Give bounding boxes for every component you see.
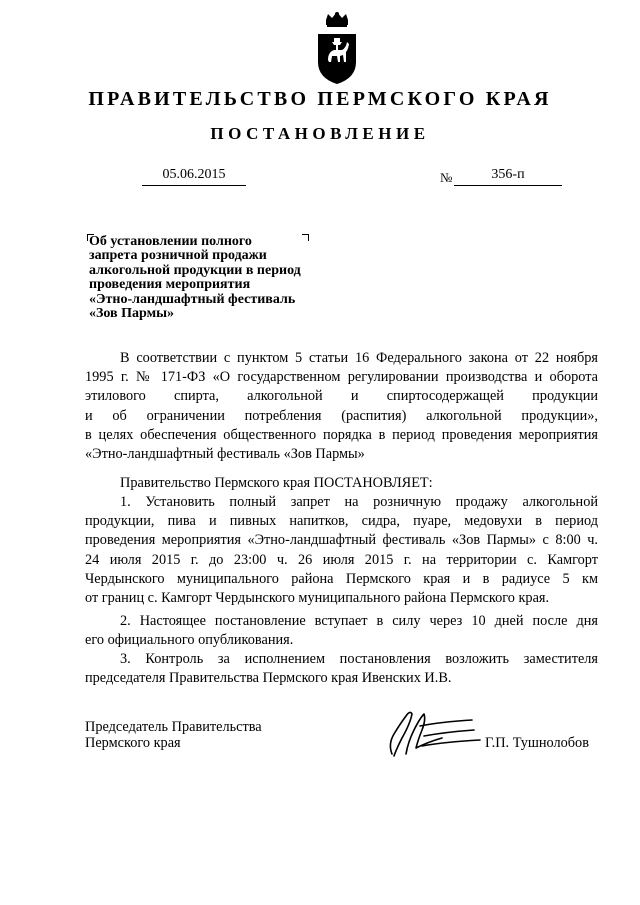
- text-line: «Этно-ландшафтный фестиваль «Зов Пармы»: [85, 446, 365, 463]
- text-line: в целях обеспечения общественного порядка в период проведения мероприятия: [85, 426, 598, 443]
- preamble-paragraph: [85, 349, 598, 464]
- text-line: 24 июля 2015 г. до 23:00 ч. 26 июля 2015 г. на территории с. Камгорт: [85, 551, 598, 568]
- signer-title-line: Председатель Правительства: [85, 719, 262, 735]
- government-title: ПРАВИТЕЛЬСТВО ПЕРМСКОГО КРАЯ: [88, 88, 552, 110]
- text-line: 2. Настоящее постановление вступает в силу через 10 дней после дня: [120, 613, 598, 629]
- text-line: его официального опубликования.: [85, 632, 294, 649]
- text-line: Правительство Пермского края ПОСТАНОВЛЯЕТ:: [120, 475, 433, 491]
- subject-line: «Зов Пармы»: [89, 306, 175, 322]
- text-line: Чердынского муниципального района Пермского края и в радиусе 5 км: [85, 570, 598, 587]
- text-line: В соответствии с пунктом 5 статьи 16 Федерального закона от 22 ноября: [120, 350, 598, 366]
- text-line: 1995 г. № 171-ФЗ «О государственном регулировании производства и оборота: [85, 369, 598, 386]
- signer-name: Г.П. Тушнолобов: [485, 735, 589, 751]
- coat-of-arms-icon: [316, 12, 358, 84]
- subject-line: запрета розничной продажи: [89, 248, 267, 264]
- text-line: продукции, пива и пивных напитков, сидра, пуаре, медовухи в период: [85, 513, 598, 530]
- document-type: ПОСТАНОВЛЕНИЕ: [210, 124, 430, 143]
- signer-title: [85, 719, 262, 751]
- text-line: 3. Контроль за исполнением постановления возложить заместителя: [120, 651, 598, 667]
- text-line: проведения мероприятия «Этно-ландшафтный фестиваль «Зов Пармы» с 8:00 ч.: [85, 532, 598, 549]
- number-sign: №: [440, 170, 453, 185]
- subject-line: Об установлении полного: [89, 234, 252, 249]
- text-line: и об ограничении потребления (распития) алкогольной продукции»,: [85, 407, 598, 424]
- subject-line: проведения мероприятия: [89, 277, 251, 293]
- decree-number: 356-п: [454, 167, 562, 186]
- handwritten-signature: [384, 704, 484, 762]
- subject-line: «Этно-ландшафтный фестиваль: [89, 291, 296, 307]
- decree-date: 05.06.2015: [142, 167, 246, 186]
- item-2-paragraph: [85, 612, 598, 650]
- text-line: председателя Правительства Пермского края Ивенских И.В.: [85, 670, 452, 687]
- text-line: от границ с. Камгорт Чердынского муниципального района Пермского края.: [85, 590, 550, 607]
- item-3-paragraph: [85, 650, 598, 688]
- decree-subject: [89, 235, 349, 321]
- resolves-line: [85, 474, 598, 493]
- text-line: этилового спирта, алкогольной и спиртосодержащей продукции: [85, 388, 598, 405]
- signer-title-line: Пермского края: [85, 735, 181, 751]
- subject-line: алкогольной продукции в период: [89, 262, 301, 278]
- item-1-paragraph: [85, 493, 598, 608]
- text-line: 1. Установить полный запрет на розничную продажу алкогольной: [120, 494, 598, 510]
